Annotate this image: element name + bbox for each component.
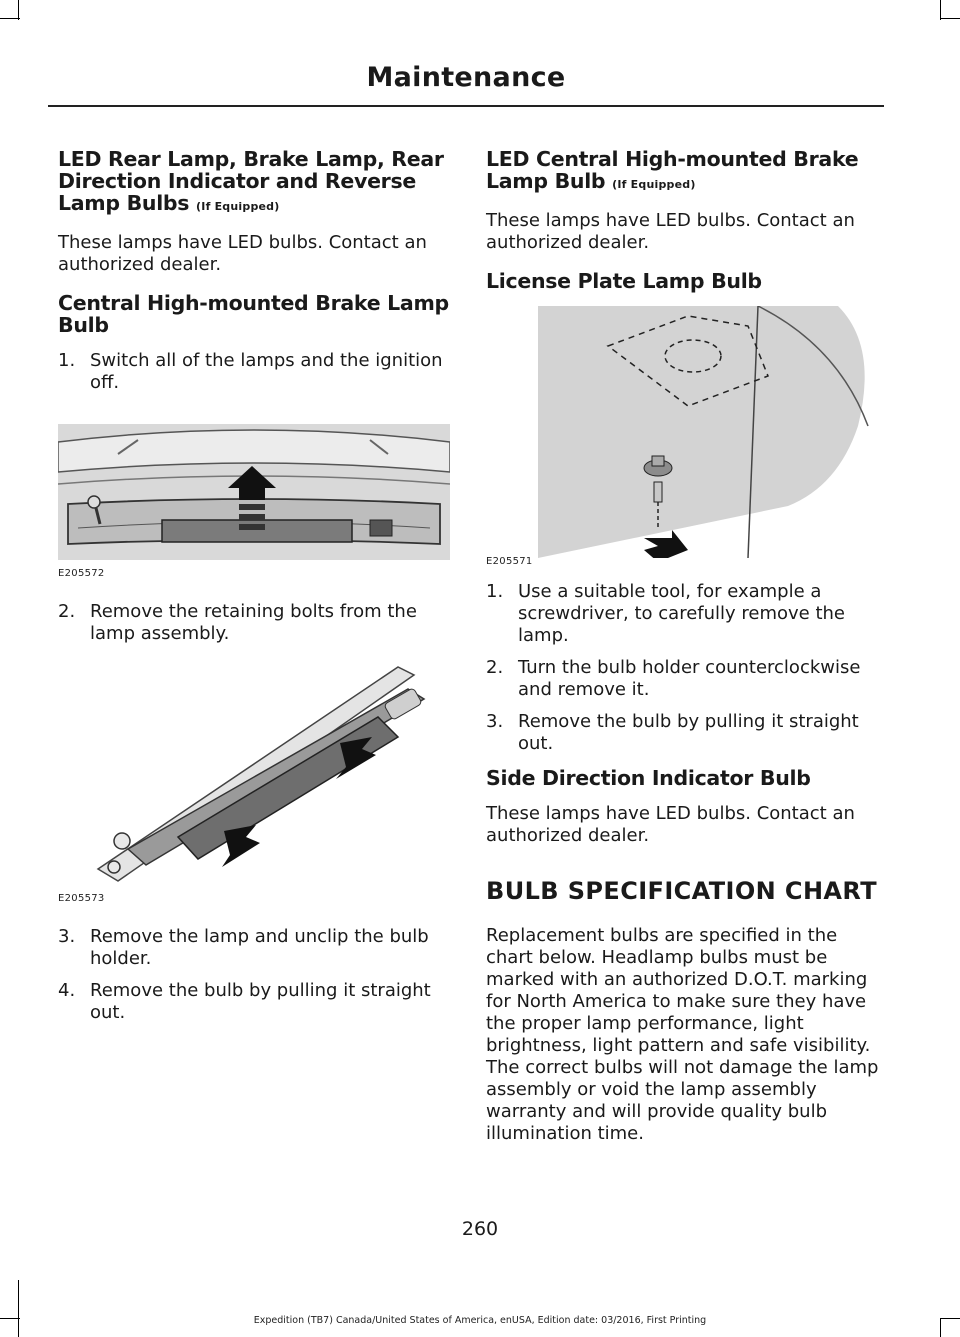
step-number: 4. <box>58 980 76 1001</box>
step-text: Remove the retaining bolts from the lamp assembly. <box>90 601 417 644</box>
section-heading-side: Side Direction Indicator Bulb <box>486 766 811 790</box>
led-rear-body: These lamps have LED bulbs. Contact an authorized dealer. <box>58 232 427 275</box>
step-text: Switch all of the lamps and the ignition off. <box>90 350 443 393</box>
central-steps-b <box>58 601 450 645</box>
step-number: 2. <box>58 601 76 622</box>
side-body: These lamps have LED bulbs. Contact an authorized dealer. <box>486 803 855 846</box>
chart-body: Replacement bulbs are specified in the chart below. Headlamp bulbs must be marked with an authorized D.O.T. marking for North America to make sure they have the proper lamp performance, light brightness, light pattern and safe visibility. The correct bulbs will not damage the lamp assembly or void the lamp assembly warranty and will provide quality bulb illumination time. <box>486 925 879 1144</box>
step-number: 3. <box>486 711 504 732</box>
step-text: Remove the lamp and unclip the bulb holder. <box>90 926 429 969</box>
step-number: 1. <box>58 350 76 371</box>
list-item <box>58 980 450 1024</box>
section-heading-led-central <box>486 148 882 196</box>
if-equipped-note: (If Equipped) <box>612 178 696 191</box>
list-item <box>58 926 450 970</box>
left-column <box>58 148 450 1036</box>
led-central-body: These lamps have LED bulbs. Contact an authorized dealer. <box>486 210 855 253</box>
list-item <box>58 601 450 645</box>
crop-mark <box>18 0 19 20</box>
section-heading-chart: BULB SPECIFICATION CHART <box>486 877 877 905</box>
license-steps <box>486 581 882 755</box>
figure-code: E205572 <box>58 568 105 579</box>
figure-e205573 <box>58 659 450 904</box>
crop-mark <box>0 18 20 19</box>
list-item <box>486 657 882 701</box>
header-divider <box>48 105 884 107</box>
figure-code: E205571 <box>486 556 533 567</box>
step-number: 1. <box>486 581 504 602</box>
crop-mark <box>940 18 960 19</box>
lamp-assembly-illustration <box>58 659 450 889</box>
list-item <box>486 581 882 647</box>
section-heading-led-rear <box>58 148 450 218</box>
license-lamp-illustration <box>538 306 882 562</box>
crop-mark <box>18 1280 19 1337</box>
step-number: 3. <box>58 926 76 947</box>
step-text: Remove the bulb by pulling it straight out. <box>90 980 431 1023</box>
step-number: 2. <box>486 657 504 678</box>
right-column <box>486 148 882 1161</box>
high-mount-lamp-illustration <box>58 424 450 564</box>
heading-text: LED Central High-mounted Brake Lamp Bulb <box>486 147 859 193</box>
list-item <box>58 350 450 394</box>
crop-mark <box>940 0 941 20</box>
list-item <box>486 711 882 755</box>
central-steps-c <box>58 926 450 1024</box>
section-heading-license: License Plate Lamp Bulb <box>486 269 762 293</box>
if-equipped-note: (If Equipped) <box>196 200 280 213</box>
central-steps-a <box>58 350 450 394</box>
step-text: Remove the bulb by pulling it straight out. <box>518 711 859 754</box>
figure-e205571 <box>486 306 882 567</box>
page-number: 260 <box>461 1218 499 1240</box>
figure-code: E205573 <box>58 893 105 904</box>
figure-e205572 <box>58 424 450 579</box>
step-text: Turn the bulb holder counterclockwise and remove it. <box>518 657 861 700</box>
footer-text: Expedition (TB7) Canada/United States of America, enUSA, Edition date: 03/2016, First Printing <box>253 1315 707 1326</box>
section-heading-central: Central High-mounted Brake Lamp Bulb <box>58 291 449 337</box>
page-title: Maintenance <box>366 62 566 93</box>
step-text: Use a suitable tool, for example a screwdriver, to carefully remove the lamp. <box>518 581 846 646</box>
heading-text: LED Rear Lamp, Brake Lamp, Rear Direction Indicator and Reverse Lamp Bulbs <box>58 147 444 215</box>
